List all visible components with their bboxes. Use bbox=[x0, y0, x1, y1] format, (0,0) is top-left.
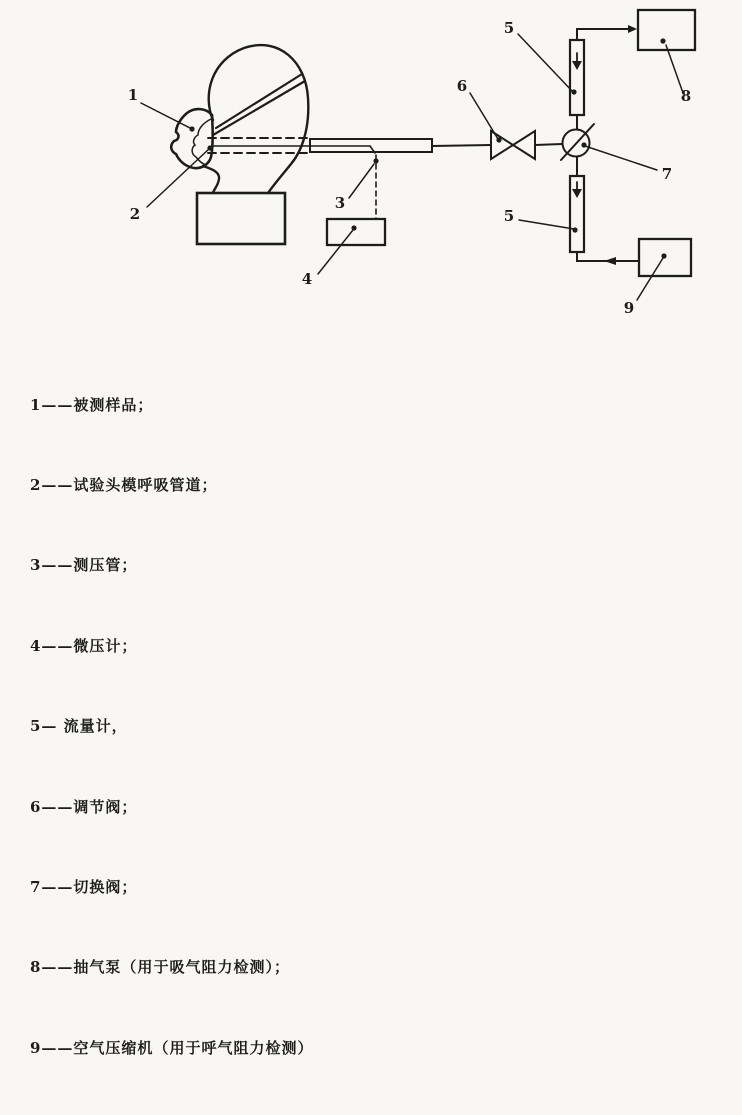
flow-arrow-to-pump bbox=[628, 25, 637, 33]
legend-item-2: 2——试验头模呼吸管道； bbox=[30, 475, 218, 494]
pipe-tube-to-valve bbox=[432, 145, 491, 146]
mask-strap-line-2 bbox=[213, 81, 305, 135]
dot-3-pressure-tube bbox=[373, 158, 378, 163]
micromanometer-box bbox=[327, 219, 385, 245]
head-chin-neck-outline bbox=[203, 166, 219, 193]
label-1: 1 bbox=[127, 86, 139, 104]
dot-9-compressor bbox=[661, 253, 666, 258]
label-5-top: 5 bbox=[503, 19, 515, 37]
leader-5-top bbox=[518, 34, 573, 92]
suction-pump-box bbox=[638, 10, 695, 50]
legend-item-5: 5— 流量计， bbox=[30, 717, 128, 736]
dot-1-mask bbox=[189, 126, 194, 131]
head-stand-base bbox=[197, 193, 285, 244]
mask-outline bbox=[171, 109, 212, 168]
pipe-valve-to-switch bbox=[535, 144, 562, 145]
leader-5-bottom bbox=[519, 220, 574, 229]
label-4: 4 bbox=[301, 270, 313, 288]
dot-4-micromanometer bbox=[351, 225, 356, 230]
regulating-valve-left-triangle bbox=[491, 131, 513, 159]
flow-meter-top-float bbox=[572, 61, 582, 70]
dot-7-switch bbox=[581, 142, 586, 147]
leader-6 bbox=[470, 93, 498, 139]
leader-8 bbox=[666, 45, 683, 93]
dot-6-valve bbox=[496, 137, 501, 142]
flow-meter-bottom-float bbox=[572, 189, 582, 198]
flow-arrow-from-compressor bbox=[604, 257, 616, 265]
dot-5-top-flowmeter bbox=[571, 89, 576, 94]
head-outline bbox=[209, 45, 309, 193]
leader-4 bbox=[318, 230, 353, 274]
legend-item-8: 8——抽气泵（用于吸气阻力检测）； bbox=[30, 958, 290, 977]
apparatus-diagram bbox=[0, 0, 742, 335]
pipe-compressor-to-bottom-flowmeter bbox=[577, 252, 639, 261]
label-8: 8 bbox=[680, 87, 692, 105]
legend-item-4: 4——微压计； bbox=[30, 636, 138, 655]
legend-item-1: 1——被测样品； bbox=[30, 395, 154, 414]
face-profile-line bbox=[192, 119, 211, 165]
label-2: 2 bbox=[129, 205, 141, 223]
label-9: 9 bbox=[623, 299, 635, 317]
legend-item-6: 6——调节阀； bbox=[30, 797, 138, 816]
legend-item-3: 3——测压管； bbox=[30, 556, 138, 575]
dot-2-duct bbox=[207, 145, 212, 150]
legend-item-7: 7——切换阀； bbox=[30, 877, 138, 896]
legend-item-9: 9——空气压缩机（用于呼气阻力检测） bbox=[30, 1038, 314, 1057]
label-7: 7 bbox=[661, 165, 673, 183]
dot-8-pump bbox=[660, 38, 665, 43]
mask-strap-line-1 bbox=[216, 74, 302, 128]
flow-meter-top bbox=[570, 40, 584, 115]
diagram-labels bbox=[128, 19, 691, 317]
legend bbox=[30, 338, 313, 1115]
leader-dots bbox=[189, 38, 666, 258]
dot-5-bottom-flowmeter bbox=[572, 227, 577, 232]
label-6: 6 bbox=[456, 77, 468, 95]
label-5-bottom: 5 bbox=[503, 207, 515, 225]
regulating-valve-right-triangle bbox=[513, 131, 535, 159]
leader-9 bbox=[637, 258, 663, 300]
leader-7 bbox=[585, 146, 657, 170]
leader-3 bbox=[349, 164, 374, 198]
label-3: 3 bbox=[334, 194, 346, 212]
pipe-top-flowmeter-to-pump bbox=[577, 29, 630, 40]
